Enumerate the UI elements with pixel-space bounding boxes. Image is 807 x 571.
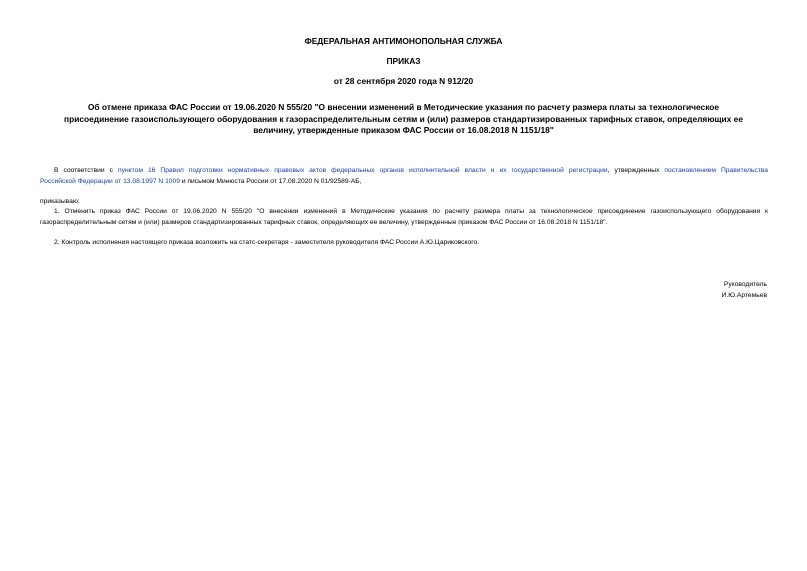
signature-block <box>722 279 767 301</box>
item-line: 2. Контроль исполнения настоящего приказа возложить на статс-секретаря - заместителя руководителя ФАС России А.Ю.Цариковского. <box>54 239 480 246</box>
document-title <box>30 102 777 137</box>
signature-name: И.Ю.Артемьев <box>721 292 767 299</box>
item-1 <box>40 207 768 228</box>
item-2 <box>40 238 768 249</box>
rules-link[interactable]: пунктом 16 Правил подготовки нормативных правовых актов федеральных органов исполнительной власти и их государственной регистрации <box>117 167 608 174</box>
agency-name: ФЕДЕРАЛЬНАЯ АНТИМОНОПОЛЬНАЯ СЛУЖБА <box>304 36 503 46</box>
preamble-text: В соответствии с <box>54 167 118 174</box>
item-line: газораспределительным сетям и (или) размеров стандартизированных тарифных ставок, определяющих ее величину, утвержденные приказом ФАС России от 16.08.2018 N 1151/18". <box>40 218 608 226</box>
signature-position: Руководитель <box>723 281 767 288</box>
title-line: Об отмене приказа ФАС России от 19.06.2020 N 555/20 "О внесении изменений в Методические указания по расчету размера платы за технологическое <box>87 102 720 112</box>
title-line: присоединение газоиспользующего оборудования к газораспределительным сетям и (или) размеров стандартизированных тарифных ставок, определяющих ее <box>64 113 743 124</box>
preamble-text: , утвержденных <box>607 167 665 174</box>
preamble-line <box>40 166 768 177</box>
preamble-line <box>40 177 768 188</box>
document-date-number: от 28 сентября 2020 года N 912/20 <box>333 76 474 86</box>
title-line: величину, утвержденные приказом ФАС России от 16.08.2018 N 1151/18" <box>253 125 554 135</box>
government-decree-link[interactable]: постановлением Правительства <box>664 167 769 174</box>
preamble-text: и письмом Минюста России от 17.08.2020 N 01/92589-АБ, <box>179 177 362 185</box>
order-word: приказываю: <box>40 198 80 205</box>
document-type: ПРИКАЗ <box>386 56 421 66</box>
government-decree-link[interactable]: Российской Федерации от 13.08.1997 N 1009 <box>40 177 180 185</box>
item-line: 1. Отменить приказ ФАС России от 19.06.2020 N 555/20 "О внесении изменений в Методические указания по расчету размера платы за технологическое присоединение газоиспользующего оборудования к <box>54 208 768 215</box>
preamble-paragraph <box>40 166 768 187</box>
